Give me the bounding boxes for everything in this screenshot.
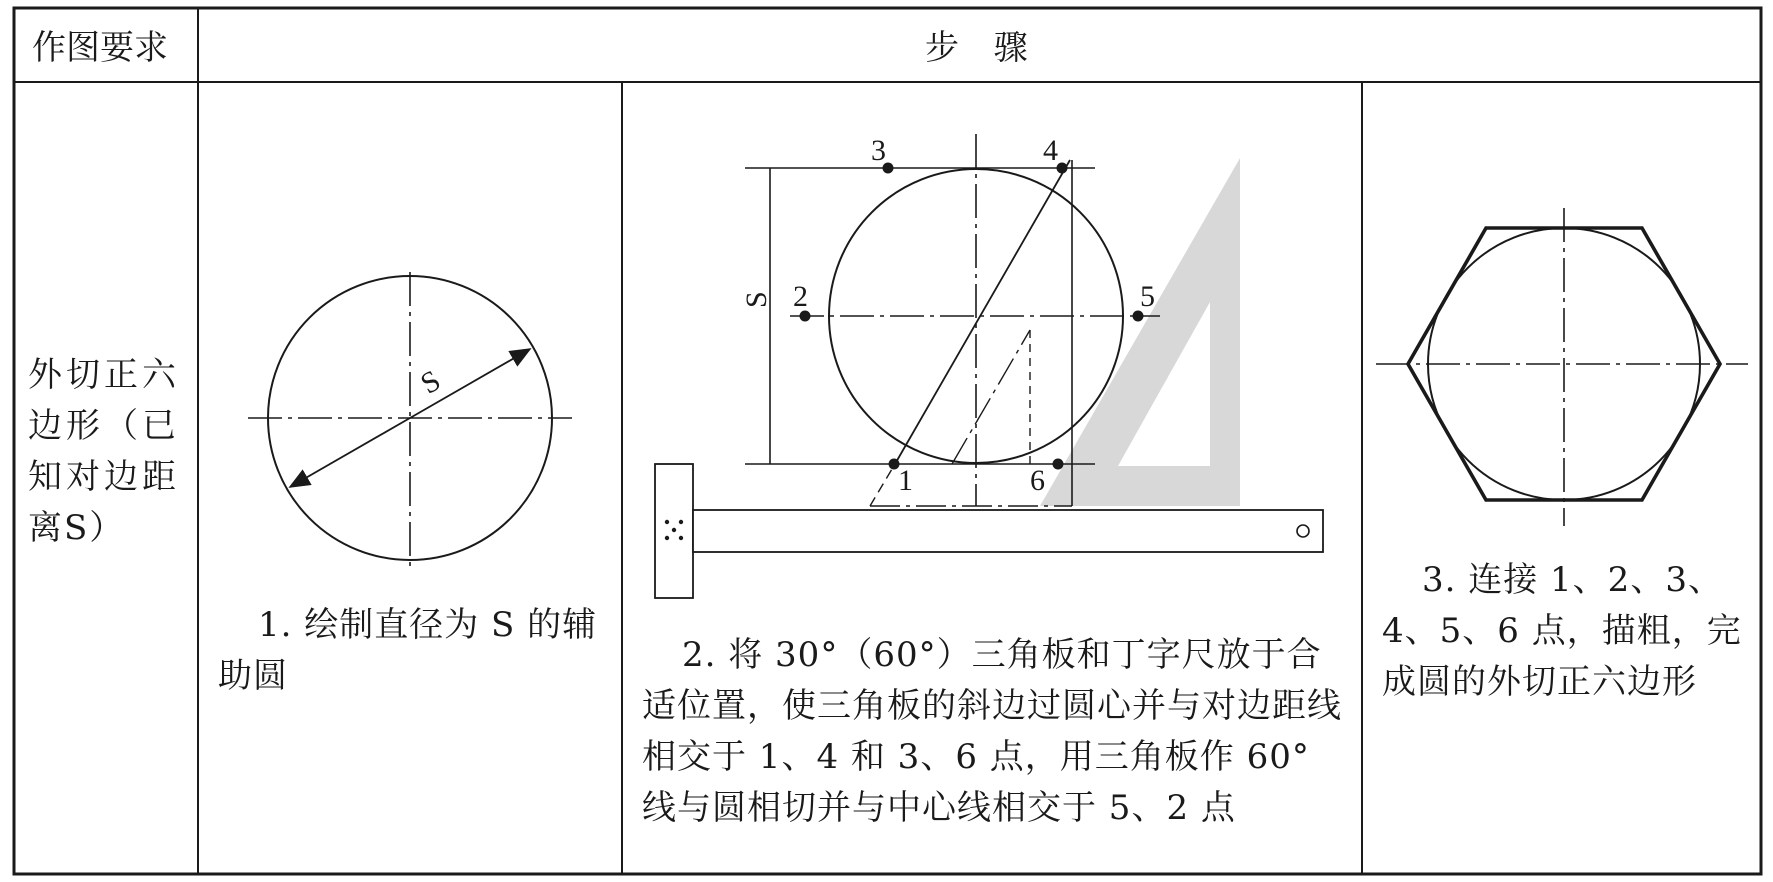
- point-label-1: 1: [898, 464, 913, 497]
- step1-text: 1. 绘制直径为 S 的辅助圆: [218, 605, 598, 696]
- point-label-5: 5: [1140, 280, 1155, 313]
- requirement-text: 外切正六边形（已知对边距离S）: [28, 355, 178, 548]
- point-label-4: 4: [1043, 134, 1058, 167]
- header-steps: 步 骤: [925, 28, 1040, 68]
- point-label-2: 2: [793, 280, 808, 313]
- label-s-fig2: S: [740, 291, 773, 308]
- step3-text: 3. 连接 1、2、3、4、5、6 点，描粗，完成圆的外切正六边形: [1382, 560, 1742, 702]
- label-s-fig1: S: [415, 363, 447, 401]
- point-label-6: 6: [1030, 464, 1045, 497]
- header-requirement: 作图要求: [32, 28, 168, 68]
- point-label-3: 3: [871, 134, 886, 167]
- step2-text: 2. 将 30°（60°）三角板和丁字尺放于合适位置，使三角板的斜边过圆心并与对边距线相交于 1、4 和 3、6 点，用三角板作 60°线与圆相切并与中心线相交于 5、2 点: [642, 635, 1342, 828]
